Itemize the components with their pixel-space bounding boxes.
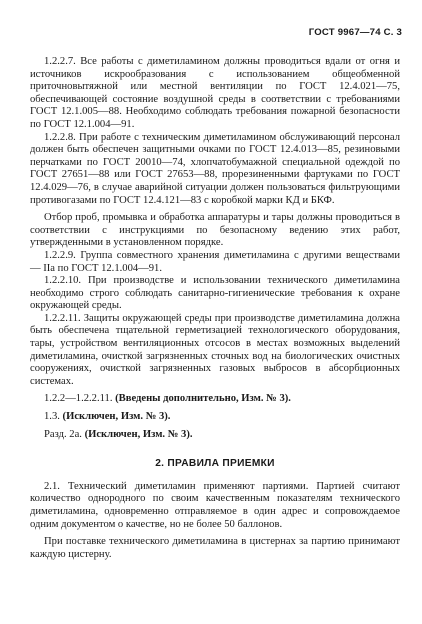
section-heading: 2. ПРАВИЛА ПРИЕМКИ (155, 458, 275, 470)
amendment-line-1 (30, 393, 400, 406)
amendment-note: (Исключен, Изм. № 3). (62, 411, 171, 423)
document-body (30, 56, 400, 561)
amendment-line-2 (30, 411, 400, 424)
amendment-note: (Введены дополнительно, Изм. № 3). (115, 393, 291, 405)
amendment-prefix: 1.3. (44, 411, 63, 423)
paragraph-1-2-2-7: 1.2.2.7. Все работы с диметиламином должны проводиться вдали от огня и источников искрообразования с использованием общеобменной приточновытяжной или местной вентиляции по ГОСТ 12.4.021—75, обеспечивающей состояние воздушной среды в соответствии с требованиями ГОСТ 12.1.005—88. Необходимо соблюдать требования пожарной безопасности по ГОСТ 12.1.004—91. (30, 56, 400, 130)
paragraph-tanks: При поставке технического диметиламина в цистернах за партию принимают каждую цистерну. (30, 536, 400, 560)
amendment-line-3 (30, 429, 400, 442)
page-header: ГОСТ 9967—74 С. 3 (308, 27, 402, 38)
paragraph-2-1: 2.1. Технический диметиламин применяют партиями. Партией считают количество однородного по своим качественным показателям технического диметиламина, одновременно отправляемое в один адрес и сопровождаемое одним документом о качестве, но не более 50 баллонов. (30, 480, 400, 530)
paragraph-1-2-2-10: 1.2.2.10. При производстве и использовании технического диметиламина необходимо строго соблюдать санитарно-гигиенические требования к охране окружающей среды. (30, 275, 400, 312)
amendment-note: (Исключен, Изм. № 3). (84, 428, 193, 440)
amendment-prefix: 1.2.2—1.2.2.11. (44, 393, 116, 405)
paragraph-1-2-2-9: 1.2.2.9. Группа совместного хранения диметиламина с другими веществами — IIа по ГОСТ 12.1.004—91. (30, 249, 400, 274)
paragraph-sampling: Отбор проб, промывка и обработка аппаратуры и тары должны проводиться в соответствии с инструкциями по безопасному ведению этих работ, утвержденными в установленном порядке. (30, 212, 400, 249)
paragraph-1-2-2-8: 1.2.2.8. При работе с техническим диметиламином обслуживающий персонал должен быть обеспечен защитными очками по ГОСТ 12.4.013—85, резиновыми перчатками по ГОСТ 20010—74, хлопчатобумажной специальной одеждой по ГОСТ 27651—88 или ГОСТ 27653—88, прорезиненными фартуками по ГОСТ 12.4.029—76, в случае аварийной ситуации должен пользоваться фильтрующими противогазами по ГОСТ 12.4.121—83 с коробкой марки КД и БКФ. (30, 131, 400, 206)
paragraph-1-2-2-11: 1.2.2.11. Защиты окружающей среды при производстве диметиламина должна быть обеспечена тщательной герметизацией технологического оборудования, тары, устройством вентиляционных отсосов в местах возможных выделений диметиламина, очисткой загрязненных сточных вод на биологических очистных сооружениях, очисткой загрязненных газовых выбросов в абсорбционных системах. (30, 312, 400, 387)
amendment-prefix: Разд. 2а. (44, 428, 85, 440)
